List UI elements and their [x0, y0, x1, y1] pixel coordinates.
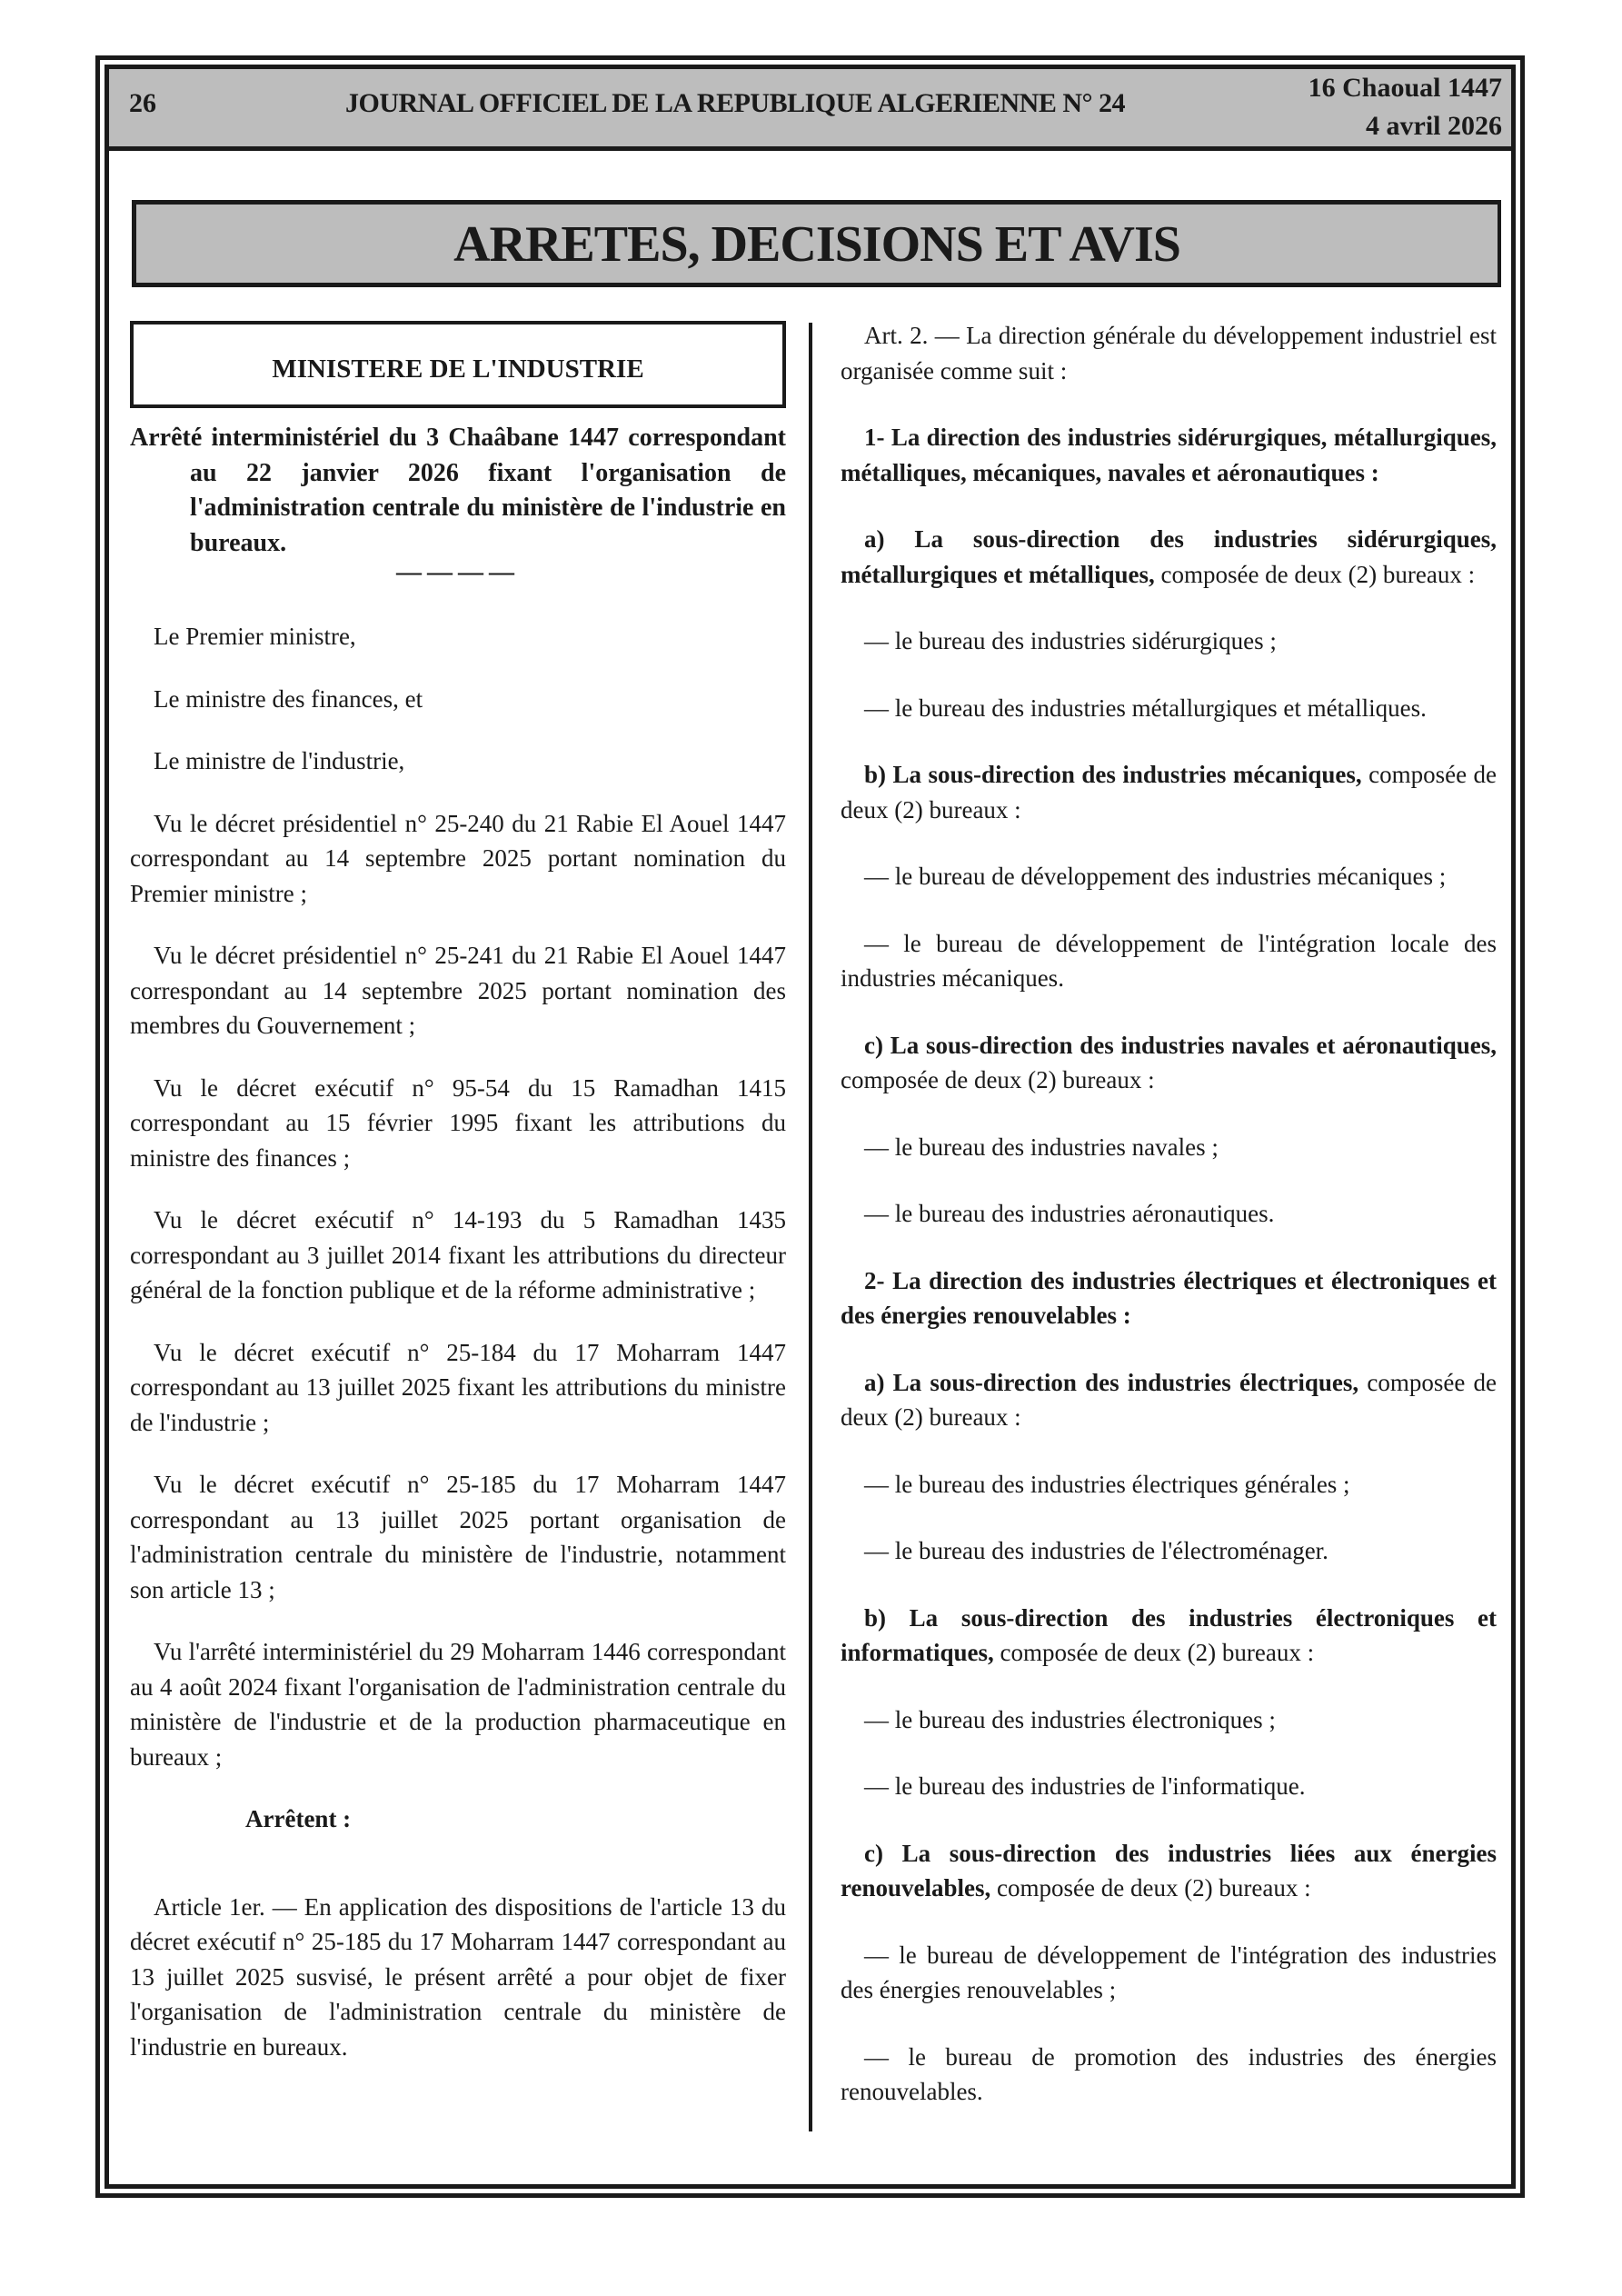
bureau-item: — le bureau de développement des industries mécaniques ;	[864, 863, 1447, 890]
direction-title: 2- La direction des industries électriques et électroniques et des énergies renouvelables :	[841, 1266, 1497, 1329]
signatory: Le ministre des finances, et	[154, 684, 423, 713]
bureau-item: — le bureau des industries de l'électroménager.	[864, 1537, 1328, 1564]
ministry-name: MINISTERE DE L'INDUSTRIE	[272, 354, 644, 384]
sub-direction-name: b) La sous-direction des industries mécaniques,	[864, 761, 1362, 788]
sub-direction-name: a) La sous-direction des industries sidérurgiques, métallurgiques et métalliques,	[841, 525, 1497, 588]
sub-direction	[841, 522, 1497, 592]
vu-clause: Vu le décret exécutif n° 25-185 du 17 Moharram 1447 correspondant au 13 juillet 2025 portant organisation de l'administration centrale du ministère de l'industrie, notamment son article 13 ;	[130, 1471, 786, 1603]
sub-direction-composition: composée de deux (2) bureaux :	[1154, 560, 1476, 588]
ministry-box	[130, 321, 786, 408]
sub-direction	[841, 1601, 1497, 1671]
title-separator: ————	[396, 558, 520, 586]
vu-clause: Vu le décret exécutif n° 25-184 du 17 Moharram 1447 correspondant au 13 juillet 2025 fixant les attributions du ministre de l'industrie ;	[130, 1338, 786, 1436]
signatory: Le ministre de l'industrie,	[154, 747, 405, 774]
vu-clause: Vu le décret présidentiel n° 25-240 du 21 Rabie El Aouel 1447 correspondant au 14 septembre 2025 portant nomination du Premier ministre ;	[130, 809, 786, 907]
sub-direction-composition: composée de deux (2) bureaux :	[841, 1368, 1498, 1431]
vu-clause: Vu le décret exécutif n° 95-54 du 15 Ramadhan 1415 correspondant au 15 février 1995 fixant les attributions du ministre des finances ;	[130, 1073, 786, 1172]
journal-title: JOURNAL OFFICIEL DE LA REPUBLIQUE ALGERIENNE N° 24	[345, 88, 1125, 118]
bureau-item: — le bureau de promotion des industries des énergies renouvelables.	[841, 2042, 1497, 2105]
sub-direction	[841, 1836, 1497, 1906]
arrete-title: Arrêté interministériel du 3 Chaâbane 1447 correspondant au 22 janvier 2026 fixant l'organisation de l'administration centrale du ministère de l'industrie en bureaux.	[130, 424, 786, 557]
section-title: ARRETES, DECISIONS ET AVIS	[453, 216, 1180, 273]
section-banner	[132, 200, 1501, 287]
hijri-date: 16 Chaoual 1447	[1308, 73, 1502, 103]
preamble	[130, 619, 786, 1774]
sub-direction-name: c) La sous-direction des industries navales et aéronautiques,	[864, 1031, 1497, 1059]
journal-header	[109, 69, 1511, 151]
sub-direction-name: c) La sous-direction des industries liées aux énergies renouvelables,	[841, 1839, 1497, 1902]
sub-direction-composition: composée de deux (2) bureaux :	[993, 1639, 1315, 1666]
article-2-intro: Art. 2. — La direction générale du développement industriel est organisée comme suit :	[841, 322, 1497, 384]
bureau-item: — le bureau des industries navales ;	[864, 1133, 1219, 1161]
left-column	[130, 318, 786, 2091]
bureau-item: — le bureau de développement de l'intégration locale des industries mécaniques.	[841, 929, 1497, 992]
directions-list	[841, 420, 1497, 2110]
column-divider	[809, 323, 812, 2131]
sub-direction-name: a) La sous-direction des industries électriques,	[864, 1368, 1359, 1396]
arretent-heading: Arrêtent :	[245, 1805, 352, 1832]
sub-direction	[841, 757, 1497, 827]
sub-direction-composition: composée de deux (2) bureaux :	[990, 1874, 1311, 1902]
vu-clause: Vu le décret présidentiel n° 25-241 du 21 Rabie El Aouel 1447 correspondant au 14 septembre 2025 portant nomination des membres du Gouvernement ;	[130, 942, 786, 1039]
vu-clause: Vu l'arrêté interministériel du 29 Moharram 1446 correspondant au 4 août 2024 fixant l'organisation de l'administration centrale du ministère de l'industrie et de la production pharmaceutique en bureaux ;	[130, 1638, 786, 1771]
sub-direction-name: b) La sous-direction des industries électroniques et informatiques,	[841, 1603, 1497, 1666]
sub-direction-composition: composée de deux (2) bureaux :	[841, 1066, 1155, 1093]
bureau-item: — le bureau des industries électroniques ;	[864, 1705, 1276, 1733]
bureau-item: — le bureau des industries sidérurgiques ;	[864, 627, 1277, 654]
signatory: Le Premier ministre,	[154, 623, 356, 650]
sub-direction	[841, 1028, 1497, 1098]
bureau-item: — le bureau de développement de l'intégration des industries des énergies renouvelables ;	[841, 1941, 1497, 2003]
page-number: 26	[129, 88, 156, 118]
bureau-item: — le bureau des industries de l'informatique.	[864, 1772, 1306, 1800]
article-1: Article 1er. — En application des dispositions de l'article 13 du décret exécutif n° 25-185 du 17 Moharram 1447 correspondant au 13 juillet 2025 susvisé, le présent arrêté a pour objet de fixer l'organisation de l'administration centrale du ministère de l'industrie en bureaux.	[130, 1892, 786, 2061]
right-column	[841, 318, 1497, 2141]
sub-direction	[841, 1365, 1497, 1435]
bureau-item: — le bureau des industries électriques générales ;	[864, 1470, 1350, 1498]
bureau-item: — le bureau des industries aéronautiques.	[864, 1200, 1275, 1227]
direction-title: 1- La direction des industries sidérurgiques, métallurgiques, métalliques, mécaniques, navales et aéronautiques :	[841, 424, 1497, 486]
bureau-item: — le bureau des industries métallurgiques et métalliques.	[864, 694, 1427, 722]
vu-clause: Vu le décret exécutif n° 14-193 du 5 Ramadhan 1435 correspondant au 3 juillet 2014 fixant les attributions du directeur général de la fonction publique et de la réforme administrative ;	[130, 1206, 786, 1303]
sub-direction-composition: composée de deux (2) bureaux :	[841, 761, 1497, 824]
issue-dates	[1309, 69, 1502, 145]
gregorian-date: 4 avril 2026	[1366, 111, 1502, 141]
